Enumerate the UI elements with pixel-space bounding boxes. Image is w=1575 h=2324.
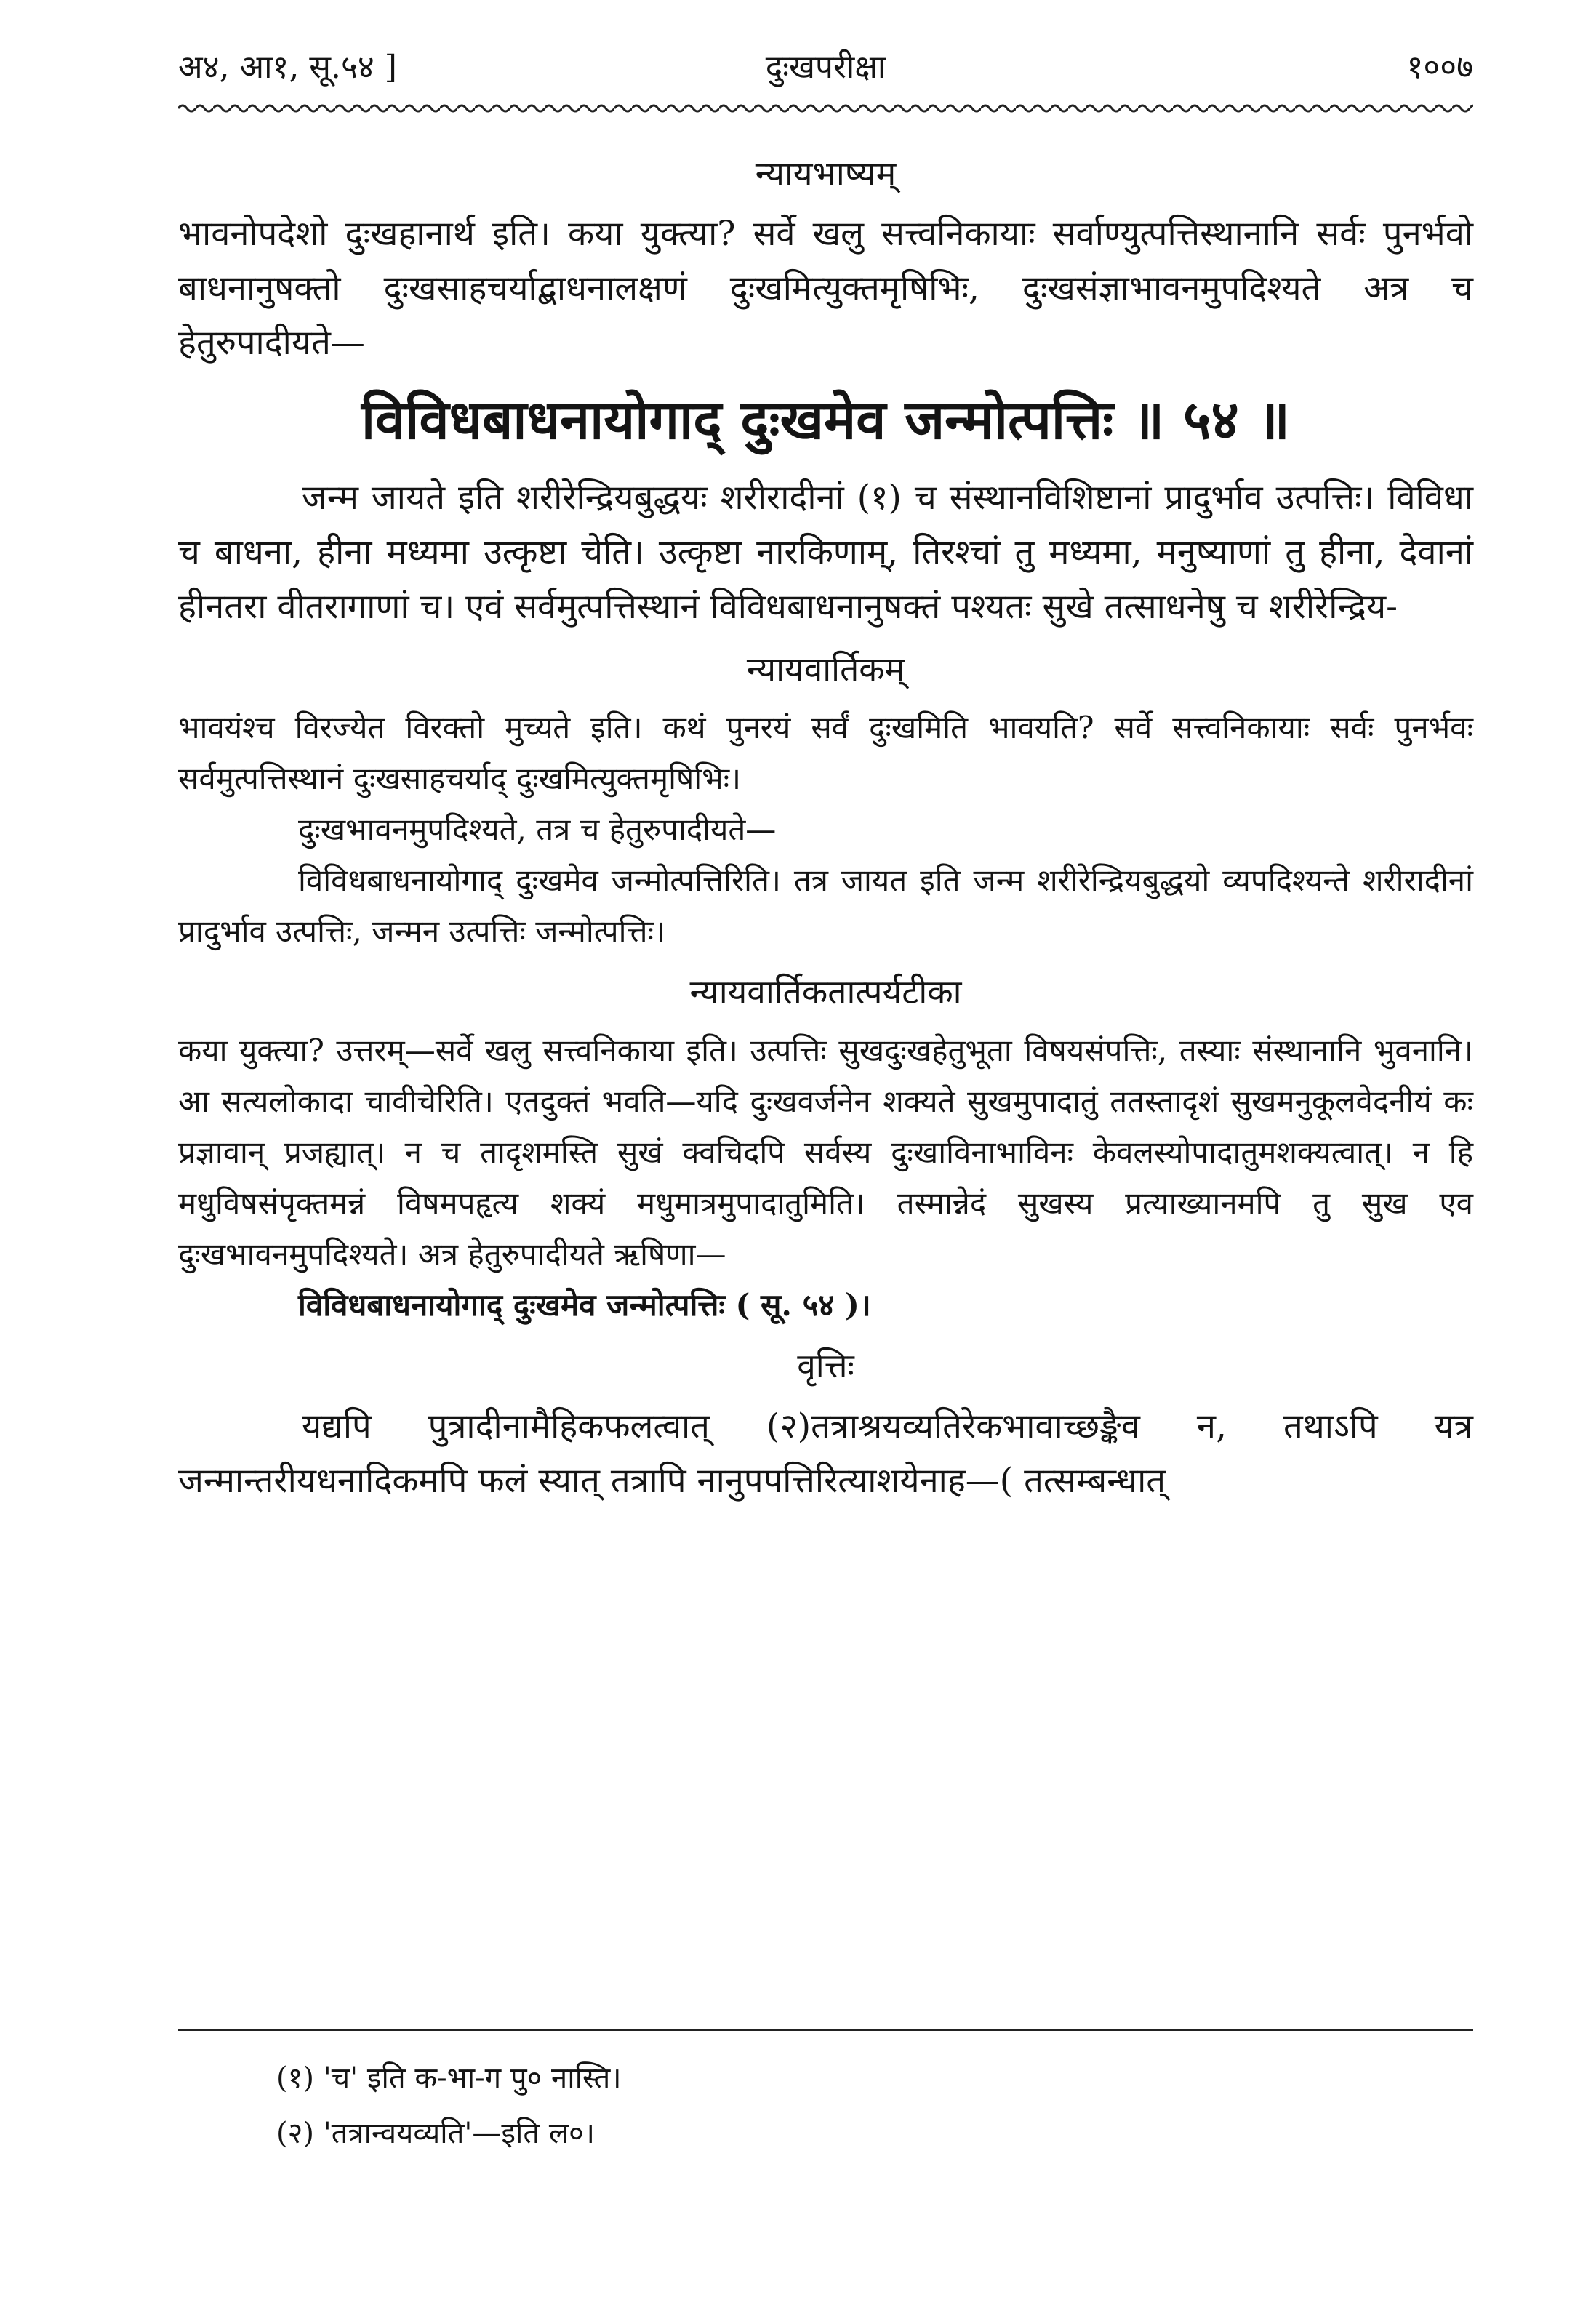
footnote-1: (१) 'च' इति क-भा-ग पु० नास्ति। bbox=[276, 2061, 622, 2095]
vartika-paragraph-2: दुःखभावनमुपदिश्यते, तत्र च हेतुरुपादीयते— bbox=[298, 812, 777, 847]
vritti-paragraph: यद्यपि पुत्रादीनामैहिकफलत्वात् (२)तत्राश्रयव्यतिरेकभावाच्छङ्कैव न, तथाऽपि यत्र जन्मान्तरीयधनादिकमपि फलं स्यात् तत्रापि नानुपपत्तिरित्याशयेनाह—( तत्सम्बन्धात् bbox=[178, 1406, 1473, 1501]
chapter-reference: अ४, आ१, सू.५४ ] bbox=[178, 49, 397, 86]
tika-heading: न्यायवार्तिकतात्पर्यटीका bbox=[689, 972, 962, 1011]
page-body bbox=[178, 138, 1473, 1508]
vritti-heading: वृत्तिः bbox=[797, 1346, 854, 1385]
vartika-heading: न्यायवार्तिकम् bbox=[746, 649, 905, 689]
bhashya-paragraph: भावनोपदेशो दुःखहानार्थ इति। कया युक्त्या? सर्वे खलु सत्त्वनिकायाः सर्वाण्युत्पत्तिस्थानानि सर्वः पुनर्भवो बाधनानुषक्तो दुःखसाहचर्याद्बाधनालक्षणं दुःखमित्युक्तमृषिभिः, दुःखसंज्ञाभावनमुपदिश्यते अत्र च हेतुरुपादीयते— bbox=[178, 214, 1473, 363]
sutra-line: विविधबाधनायोगाद् दुःखमेव जन्मोत्पत्तिः ॥ ५४ ॥ bbox=[361, 389, 1290, 452]
bhashya-paragraph-2: जन्म जायते इति शरीरेन्द्रियबुद्धयः शरीरादीनां (१) च संस्थानविशिष्टानां प्रादुर्भाव उत्पत्तिः। विविधा च बाधना, हीना मध्यमा उत्कृष्टा चेति। उत्कृष्टा नारकिणाम्, तिरश्चां तु मध्यमा, मनुष्याणां तु हीना, देवानां हीनतरा वीतरागाणां च। एवं सर्वमुत्पत्तिस्थानं विविधबाधनानुषक्तं पश्यतः सुखे तत्साधनेषु च शरीरेन्द्रिय- bbox=[178, 478, 1473, 627]
footnote-2: (२) 'तत्रान्वयव्यति'—इति ल०। bbox=[276, 2117, 595, 2150]
running-title: दुःखपरीक्षा bbox=[765, 49, 886, 86]
page-number: १००७ bbox=[1406, 49, 1473, 86]
bhashya-heading: न्यायभाष्यम् bbox=[755, 153, 897, 193]
tika-paragraph: कया युक्त्या? उत्तरम्—सर्वे खलु सत्त्वनिकाया इति। उत्पत्तिः सुखदुःखहेतुभूता विषयसंपत्तिः, तस्याः संस्थानानि भुवनानि। आ सत्यलोकादा चावीचेरिति। एतदुक्तं भवति—यदि दुःखवर्जनेन शक्यते सुखमुपादातुं ततस्तादृशं सुखमनुकूलवेदनीयं कः प्रज्ञावान् प्रजह्यात्। न च तादृशमस्ति सुखं क्वचिदपि सर्वस्य दुःखाविनाभाविनः केवलस्योपादातुमशक्यत्वात्। न हि मधुविषसंपृक्तमन्नं विषमपहृत्य शक्यं मधुमात्रमुपादातुमिति। तस्मान्नेदं सुखस्य प्रत्याख्यानमपि तु सुख एव दुःखभावनमुपदिश्यते। अत्र हेतुरुपादीयते ऋषिणा— bbox=[178, 1033, 1474, 1272]
running-head bbox=[178, 42, 1473, 93]
footnote-rule bbox=[178, 2029, 1473, 2031]
footnotes bbox=[276, 2051, 622, 2161]
tika-sutra-line: विविधबाधनायोगाद् दुःखमेव जन्मोत्पत्तिः ( सू. ५४ )। bbox=[298, 1287, 871, 1323]
vartika-paragraph-3: विविधबाधनायोगाद् दुःखमेव जन्मोत्पत्तिरिति। तत्र जायत इति जन्म शरीरेन्द्रियबुद्धयो व्यपदिश्यन्ते शरीरादीनां प्रादुर्भाव उत्पत्तिः, जन्मन उत्पत्तिः जन्मोत्पत्तिः। bbox=[178, 862, 1473, 949]
vartika-paragraph-1: भावयंश्च विरज्येत विरक्तो मुच्यते इति। कथं पुनरयं सर्वं दुःखमिति भावयति? सर्वे सत्त्वनिकायाः सर्वः पुनर्भवः सर्वमुत्पत्तिस्थानं दुःखसाहचर्याद् दुःखमित्युक्तमृषिभिः। bbox=[178, 710, 1473, 796]
wavy-divider bbox=[178, 100, 1473, 116]
